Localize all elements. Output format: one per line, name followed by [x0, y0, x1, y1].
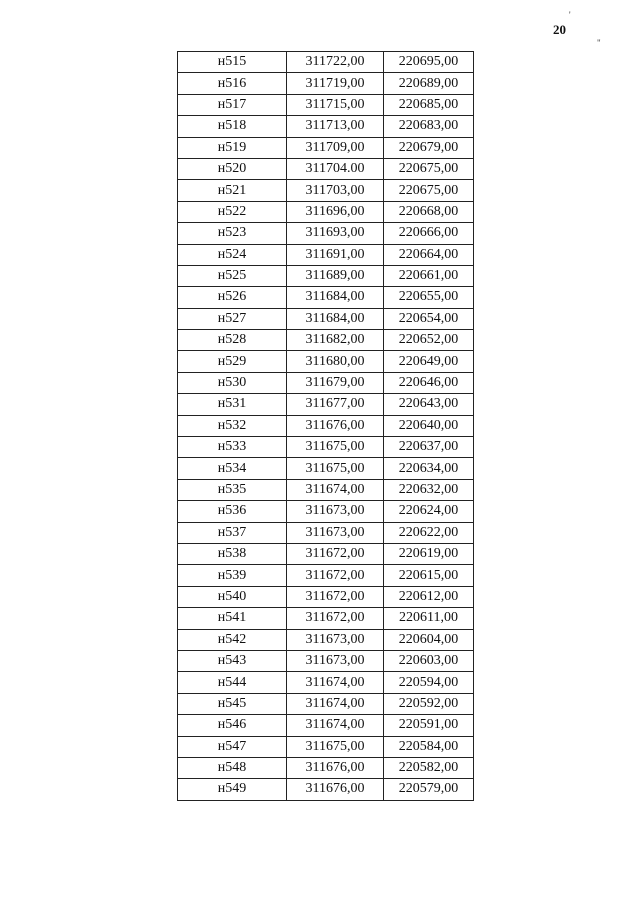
- table-row: [178, 479, 474, 500]
- y-coordinate-cell: 220685,00: [384, 94, 474, 115]
- scan-mark: ': [569, 10, 571, 20]
- table-row: [178, 608, 474, 629]
- y-coordinate-cell: 220582,00: [384, 757, 474, 778]
- x-coordinate-cell: 311676,00: [287, 779, 384, 800]
- y-coordinate-cell: 220652,00: [384, 330, 474, 351]
- table-row: [178, 415, 474, 436]
- point-id-cell: н547: [178, 736, 287, 757]
- table-row: [178, 757, 474, 778]
- x-coordinate-cell: 311696,00: [287, 201, 384, 222]
- table-row: [178, 586, 474, 607]
- x-coordinate-cell: 311672,00: [287, 608, 384, 629]
- point-id-cell: н529: [178, 351, 287, 372]
- x-coordinate-cell: 311674,00: [287, 479, 384, 500]
- table-row: [178, 73, 474, 94]
- y-coordinate-cell: 220655,00: [384, 287, 474, 308]
- x-coordinate-cell: 311691,00: [287, 244, 384, 265]
- x-coordinate-cell: 311675,00: [287, 437, 384, 458]
- y-coordinate-cell: 220622,00: [384, 522, 474, 543]
- y-coordinate-cell: 220689,00: [384, 73, 474, 94]
- x-coordinate-cell: 311674,00: [287, 672, 384, 693]
- table-row: [178, 94, 474, 115]
- table-row: [178, 779, 474, 800]
- point-id-cell: н523: [178, 223, 287, 244]
- x-coordinate-cell: 311684,00: [287, 308, 384, 329]
- table-row: [178, 351, 474, 372]
- y-coordinate-cell: 220584,00: [384, 736, 474, 757]
- x-coordinate-cell: 311673,00: [287, 501, 384, 522]
- x-coordinate-cell: 311693,00: [287, 223, 384, 244]
- table-row: [178, 244, 474, 265]
- y-coordinate-cell: 220624,00: [384, 501, 474, 522]
- table-row: [178, 394, 474, 415]
- point-id-cell: н526: [178, 287, 287, 308]
- point-id-cell: н527: [178, 308, 287, 329]
- table-row: [178, 180, 474, 201]
- table-row: [178, 543, 474, 564]
- x-coordinate-cell: 311682,00: [287, 330, 384, 351]
- point-id-cell: н534: [178, 458, 287, 479]
- point-id-cell: н528: [178, 330, 287, 351]
- x-coordinate-cell: 311673,00: [287, 629, 384, 650]
- table-row: [178, 715, 474, 736]
- y-coordinate-cell: 220591,00: [384, 715, 474, 736]
- table-row: [178, 437, 474, 458]
- point-id-cell: н549: [178, 779, 287, 800]
- y-coordinate-cell: 220637,00: [384, 437, 474, 458]
- x-coordinate-cell: 311719,00: [287, 73, 384, 94]
- y-coordinate-cell: 220619,00: [384, 543, 474, 564]
- table-row: [178, 158, 474, 179]
- y-coordinate-cell: 220612,00: [384, 586, 474, 607]
- table-row: [178, 330, 474, 351]
- table-row: [178, 458, 474, 479]
- point-id-cell: н520: [178, 158, 287, 179]
- y-coordinate-cell: 220668,00: [384, 201, 474, 222]
- x-coordinate-cell: 311675,00: [287, 458, 384, 479]
- point-id-cell: н537: [178, 522, 287, 543]
- y-coordinate-cell: 220640,00: [384, 415, 474, 436]
- point-id-cell: н542: [178, 629, 287, 650]
- x-coordinate-cell: 311704.00: [287, 158, 384, 179]
- x-coordinate-cell: 311673,00: [287, 650, 384, 671]
- y-coordinate-cell: 220579,00: [384, 779, 474, 800]
- y-coordinate-cell: 220675,00: [384, 158, 474, 179]
- y-coordinate-cell: 220611,00: [384, 608, 474, 629]
- y-coordinate-cell: 220603,00: [384, 650, 474, 671]
- x-coordinate-cell: 311679,00: [287, 372, 384, 393]
- point-id-cell: н532: [178, 415, 287, 436]
- table-row: [178, 287, 474, 308]
- point-id-cell: н525: [178, 265, 287, 286]
- y-coordinate-cell: 220675,00: [384, 180, 474, 201]
- table-row: [178, 522, 474, 543]
- point-id-cell: н521: [178, 180, 287, 201]
- point-id-cell: н546: [178, 715, 287, 736]
- point-id-cell: н544: [178, 672, 287, 693]
- point-id-cell: н517: [178, 94, 287, 115]
- x-coordinate-cell: 311703,00: [287, 180, 384, 201]
- y-coordinate-cell: 220654,00: [384, 308, 474, 329]
- y-coordinate-cell: 220661,00: [384, 265, 474, 286]
- point-id-cell: н522: [178, 201, 287, 222]
- y-coordinate-cell: 220664,00: [384, 244, 474, 265]
- page-number: 20: [553, 22, 566, 37]
- point-id-cell: н538: [178, 543, 287, 564]
- y-coordinate-cell: 220592,00: [384, 693, 474, 714]
- table-row: [178, 116, 474, 137]
- x-coordinate-cell: 311672,00: [287, 543, 384, 564]
- y-coordinate-cell: 220679,00: [384, 137, 474, 158]
- table-row: [178, 372, 474, 393]
- table-row: [178, 265, 474, 286]
- y-coordinate-cell: 220604,00: [384, 629, 474, 650]
- table-row: [178, 736, 474, 757]
- point-id-cell: н515: [178, 52, 287, 73]
- x-coordinate-cell: 311715,00: [287, 94, 384, 115]
- table-row: [178, 629, 474, 650]
- table-row: [178, 308, 474, 329]
- x-coordinate-cell: 311675,00: [287, 736, 384, 757]
- point-id-cell: н533: [178, 437, 287, 458]
- y-coordinate-cell: 220666,00: [384, 223, 474, 244]
- y-coordinate-cell: 220695,00: [384, 52, 474, 73]
- point-id-cell: н543: [178, 650, 287, 671]
- table-row: [178, 501, 474, 522]
- x-coordinate-cell: 311713,00: [287, 116, 384, 137]
- point-id-cell: н524: [178, 244, 287, 265]
- y-coordinate-cell: 220683,00: [384, 116, 474, 137]
- table-row: [178, 223, 474, 244]
- x-coordinate-cell: 311674,00: [287, 693, 384, 714]
- y-coordinate-cell: 220632,00: [384, 479, 474, 500]
- point-id-cell: н536: [178, 501, 287, 522]
- point-id-cell: н516: [178, 73, 287, 94]
- x-coordinate-cell: 311672,00: [287, 565, 384, 586]
- scan-mark: ": [597, 38, 601, 48]
- table-row: [178, 565, 474, 586]
- point-id-cell: н541: [178, 608, 287, 629]
- table-row: [178, 52, 474, 73]
- y-coordinate-cell: 220643,00: [384, 394, 474, 415]
- x-coordinate-cell: 311689,00: [287, 265, 384, 286]
- table-row: [178, 137, 474, 158]
- x-coordinate-cell: 311672,00: [287, 586, 384, 607]
- x-coordinate-cell: 311674,00: [287, 715, 384, 736]
- table-row: [178, 650, 474, 671]
- y-coordinate-cell: 220615,00: [384, 565, 474, 586]
- table-row: [178, 672, 474, 693]
- point-id-cell: н531: [178, 394, 287, 415]
- x-coordinate-cell: 311676,00: [287, 757, 384, 778]
- y-coordinate-cell: 220646,00: [384, 372, 474, 393]
- table-row: [178, 201, 474, 222]
- point-id-cell: н535: [178, 479, 287, 500]
- y-coordinate-cell: 220649,00: [384, 351, 474, 372]
- y-coordinate-cell: 220634,00: [384, 458, 474, 479]
- x-coordinate-cell: 311680,00: [287, 351, 384, 372]
- point-id-cell: н530: [178, 372, 287, 393]
- point-id-cell: н519: [178, 137, 287, 158]
- point-id-cell: н545: [178, 693, 287, 714]
- coordinates-table: [177, 51, 474, 801]
- point-id-cell: н518: [178, 116, 287, 137]
- x-coordinate-cell: 311722,00: [287, 52, 384, 73]
- x-coordinate-cell: 311709,00: [287, 137, 384, 158]
- x-coordinate-cell: 311677,00: [287, 394, 384, 415]
- x-coordinate-cell: 311676,00: [287, 415, 384, 436]
- point-id-cell: н540: [178, 586, 287, 607]
- y-coordinate-cell: 220594,00: [384, 672, 474, 693]
- table-row: [178, 693, 474, 714]
- x-coordinate-cell: 311684,00: [287, 287, 384, 308]
- x-coordinate-cell: 311673,00: [287, 522, 384, 543]
- point-id-cell: н548: [178, 757, 287, 778]
- coordinates-table-body: [178, 52, 474, 801]
- point-id-cell: н539: [178, 565, 287, 586]
